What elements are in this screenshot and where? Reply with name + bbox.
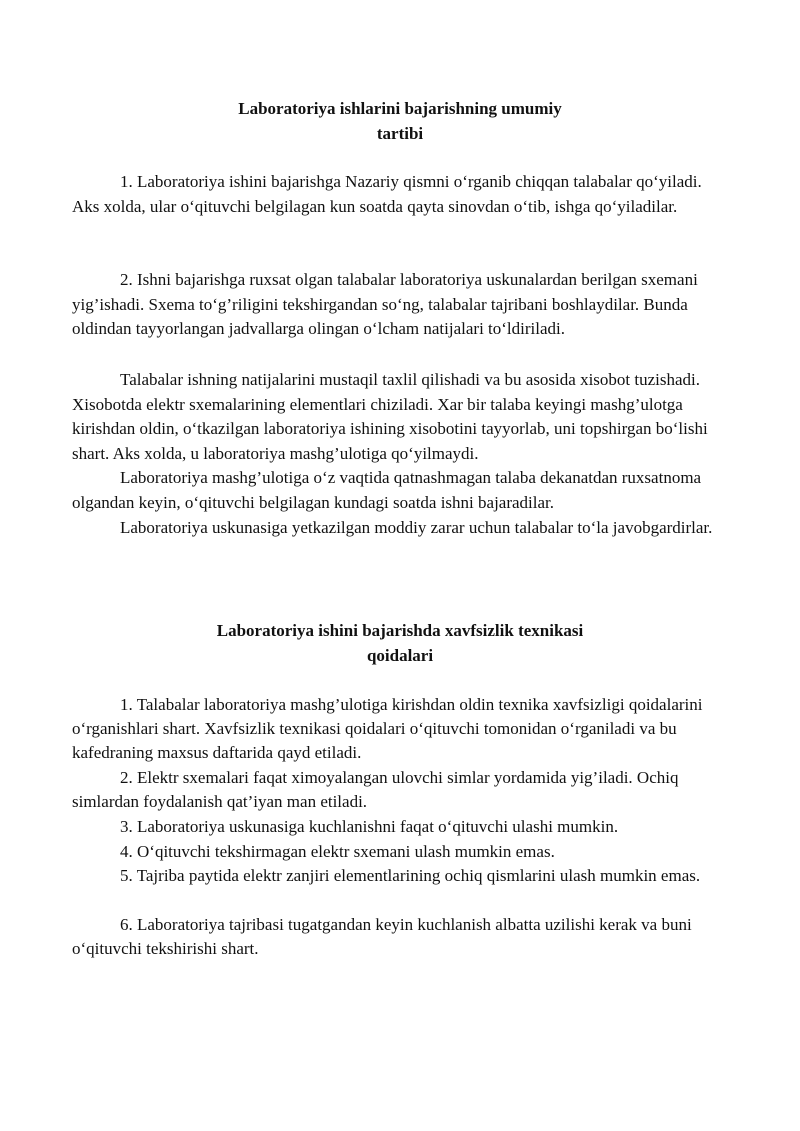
paragraph-safety-1: 1. Talabalar laboratoriya mashg’ulotiga kirishdan oldin texnika xavfsizligi qoidalarini o‘rganishlari shart. Xavfsizlik texnikasi qoidalari o‘qituvchi tomonidan o‘rganiladi va bu kafedraning maxsus daftarida qayd etiladi. <box>72 695 703 763</box>
paragraph-safety-2: 2. Elektr sxemalari faqat ximoyalangan ulovchi simlar yordamida yig’iladi. Ochiq simlardan foydalanish qat’iyan man etiladi. <box>72 768 679 812</box>
paragraph-procedure-4: Laboratoriya mashg’ulotiga o‘z vaqtida qatnashmagan talaba dekanatdan ruxsatnoma olgandan keyin, o‘qituvchi belgilagan kundagi soatda ishni bajaradilar. <box>72 468 702 512</box>
paragraph-safety-4: 4. O‘qituvchi tekshirmagan elektr sxemani ulash mumkin emas. <box>120 842 555 861</box>
section-title-line: Laboratoriya ishini bajarishda xavfsizlik texnikasi <box>216 621 584 640</box>
paragraph-safety-5: 5. Tajriba paytida elektr zanjiri elementlarining ochiq qismlarini ulash mumkin emas. <box>120 866 701 885</box>
paragraph-safety-6: 6. Laboratoriya tajribasi tugatgandan keyin kuchlanish albatta uzilishi kerak va buni o‘qituvchi tekshirishi shart. <box>72 915 692 959</box>
section-title-line: tartibi <box>376 124 424 143</box>
paragraph-procedure-3: Talabalar ishning natijalarini mustaqil taxlil qilishadi va bu asosida xisobot tuzishadi. Xisobotda elektr sxemalarining elementlari chiziladi. Xar bir talaba keyingi mashg’ulotga kirishdan oldin, o‘tkazilgan laboratoriya ishining xisobotini tayyorlab, uni topshirgan bo‘lishi shart. Aks xolda, u laboratoriya mashg’ulotiga qo‘yilmaydi. <box>72 370 708 463</box>
paragraph-procedure-5: Laboratoriya uskunasiga yetkazilgan moddiy zarar uchun talabalar to‘la javobgardirlar. <box>120 518 713 537</box>
paragraph-procedure-1: 1. Laboratoriya ishini bajarishga Nazariy qismni o‘rganib chiqqan talabalar qo‘yiladi. Aks xolda, ular o‘qituvchi belgilagan kun soatda qayta sinovdan o‘tib, ishga qo‘yiladilar. <box>72 172 702 216</box>
section-title-line: Laboratoriya ishlarini bajarishning umumiy <box>238 99 562 118</box>
paragraph-safety-3: 3. Laboratoriya uskunasiga kuchlanishni faqat o‘qituvchi ulashi mumkin. <box>120 817 619 836</box>
section-title-line: qoidalari <box>366 646 434 665</box>
section-title-safety-rules <box>0 618 800 668</box>
section-title-general-procedure <box>0 96 800 146</box>
paragraph-procedure-2: 2. Ishni bajarishga ruxsat olgan talabalar laboratoriya uskunalardan berilgan sxemani yig’ishadi. Sxema to‘g’riligini tekshirgandan so‘ng, talabalar tajribani boshlaydilar. Bunda oldindan tayyorlangan jadvallarga olingan o‘lcham natijalari to‘ldiriladi. <box>72 270 698 339</box>
